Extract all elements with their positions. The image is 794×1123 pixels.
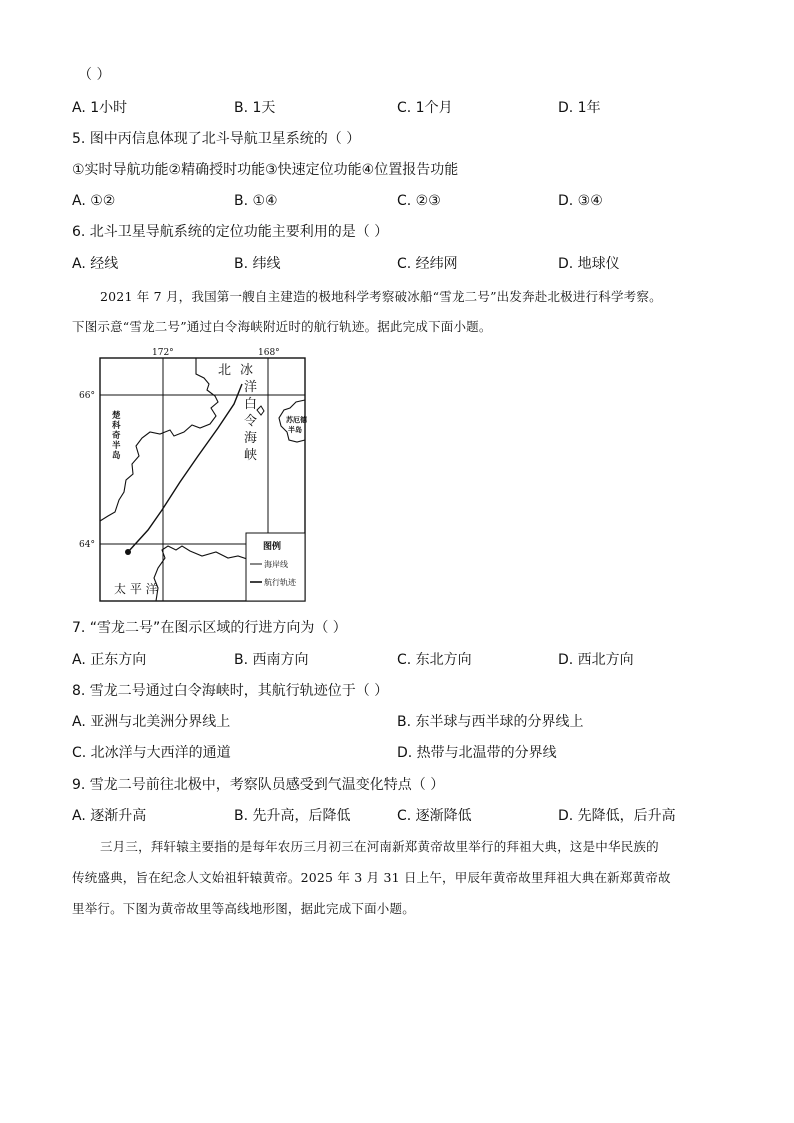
chukotka-char-1: 楚 <box>112 411 121 421</box>
seward-label-line1: 苏厄德 <box>286 415 307 424</box>
q5-option-b: B. ①④ <box>234 193 278 209</box>
strait-char-1: 白 <box>244 397 258 412</box>
q8-option-d: D. 热带与北温带的分界线 <box>397 745 557 761</box>
q6-option-b: B. 纬线 <box>234 256 281 272</box>
bering-strait-map <box>78 346 310 608</box>
q5-option-c: C. ②③ <box>397 193 441 209</box>
lat-label-64: 64° <box>79 540 95 550</box>
ship-track <box>128 384 242 552</box>
q9-stem: 9. 雪龙二号前往北极中，考察队员感受到气温变化特点（ ） <box>72 777 445 793</box>
arctic-char-1: 北 <box>218 363 232 378</box>
chukotka-char-2: 科 <box>112 421 121 431</box>
q9-option-d: D. 先降低，后升高 <box>558 808 676 824</box>
q5-items: ①实时导航功能②精确授时功能③快速定位功能④位置报告功能 <box>72 162 459 178</box>
q4-answer-bracket: （ ） <box>78 67 111 83</box>
passage2-line1: 三月三，拜轩辕主要指的是每年农历三月初三在河南新郑黄帝故里举行的拜祖大典，这是中华民族的 <box>100 839 659 854</box>
q6-option-a: A. 经线 <box>72 256 119 272</box>
arctic-char-2: 冰 <box>240 363 254 378</box>
q5-stem: 5. 图中丙信息体现了北斗导航卫星系统的（ ） <box>72 131 361 147</box>
q6-option-c: C. 经纬网 <box>397 256 458 272</box>
pacific-label: 太 平 洋 <box>114 582 158 596</box>
track-start-point <box>125 549 131 555</box>
passage1-line2: 下图示意“雪龙二号”通过白令海峡附近时的航行轨迹。据此完成下面小题。 <box>72 319 492 334</box>
passage1-line1: 2021 年 7 月，我国第一艘自主建造的极地科学考察破冰船“雪龙二号”出发奔赴北极进行科学考察。 <box>100 289 662 304</box>
legend-coast-label: 海岸线 <box>264 560 288 569</box>
q9-option-c: C. 逐渐降低 <box>397 808 472 824</box>
q9-option-a: A. 逐渐升高 <box>72 808 147 824</box>
legend-title: 图例 <box>263 542 282 552</box>
passage2-line3: 里举行。下图为黄帝故里等高线地形图，据此完成下面小题。 <box>72 901 415 916</box>
seward-label-line2: 半岛 <box>288 425 302 434</box>
q6-stem: 6. 北斗卫星导航系统的定位功能主要利用的是（ ） <box>72 224 389 240</box>
q5-option-d: D. ③④ <box>558 193 603 209</box>
legend-track-label: 航行轨迹 <box>264 578 296 587</box>
q7-option-b: B. 西南方向 <box>234 652 309 668</box>
chukotka-char-3: 奇 <box>112 431 121 441</box>
island-coastline <box>257 406 264 415</box>
q8-option-b: B. 东半球与西半球的分界线上 <box>397 714 584 730</box>
lon-label-172: 172° <box>152 348 174 358</box>
q8-option-a: A. 亚洲与北美洲分界线上 <box>72 714 231 730</box>
q7-option-c: C. 东北方向 <box>397 652 472 668</box>
q4-option-d: D. 1年 <box>558 100 601 116</box>
strait-char-2: 令 <box>244 414 258 429</box>
q7-option-d: D. 西北方向 <box>558 652 634 668</box>
q4-option-b: B. 1天 <box>234 100 276 116</box>
chukotka-char-5: 岛 <box>112 451 121 461</box>
q9-option-b: B. 先升高，后降低 <box>234 808 351 824</box>
chukotka-char-4: 半 <box>112 441 121 451</box>
lon-label-168: 168° <box>258 348 280 358</box>
q5-option-a: A. ①② <box>72 193 116 209</box>
passage2-line2: 传统盛典，旨在纪念人文始祖轩辕黄帝。2025 年 3 月 31 日上午，甲辰年黄帝故里拜祖大典在新郑黄帝故 <box>72 870 671 885</box>
q4-option-a: A. 1小时 <box>72 100 128 116</box>
lat-label-66: 66° <box>79 391 95 401</box>
q8-stem: 8. 雪龙二号通过白令海峡时，其航行轨迹位于（ ） <box>72 683 389 699</box>
q6-option-d: D. 地球仪 <box>558 256 620 272</box>
q7-option-a: A. 正东方向 <box>72 652 147 668</box>
strait-char-4: 峡 <box>244 448 258 463</box>
q4-option-c: C. 1个月 <box>397 100 453 116</box>
q7-stem: 7. “雪龙二号”在图示区域的行进方向为（ ） <box>72 620 347 636</box>
arctic-char-3: 洋 <box>244 380 258 395</box>
q8-option-c: C. 北冰洋与大西洋的通道 <box>72 745 231 761</box>
strait-char-3: 海 <box>244 431 258 446</box>
